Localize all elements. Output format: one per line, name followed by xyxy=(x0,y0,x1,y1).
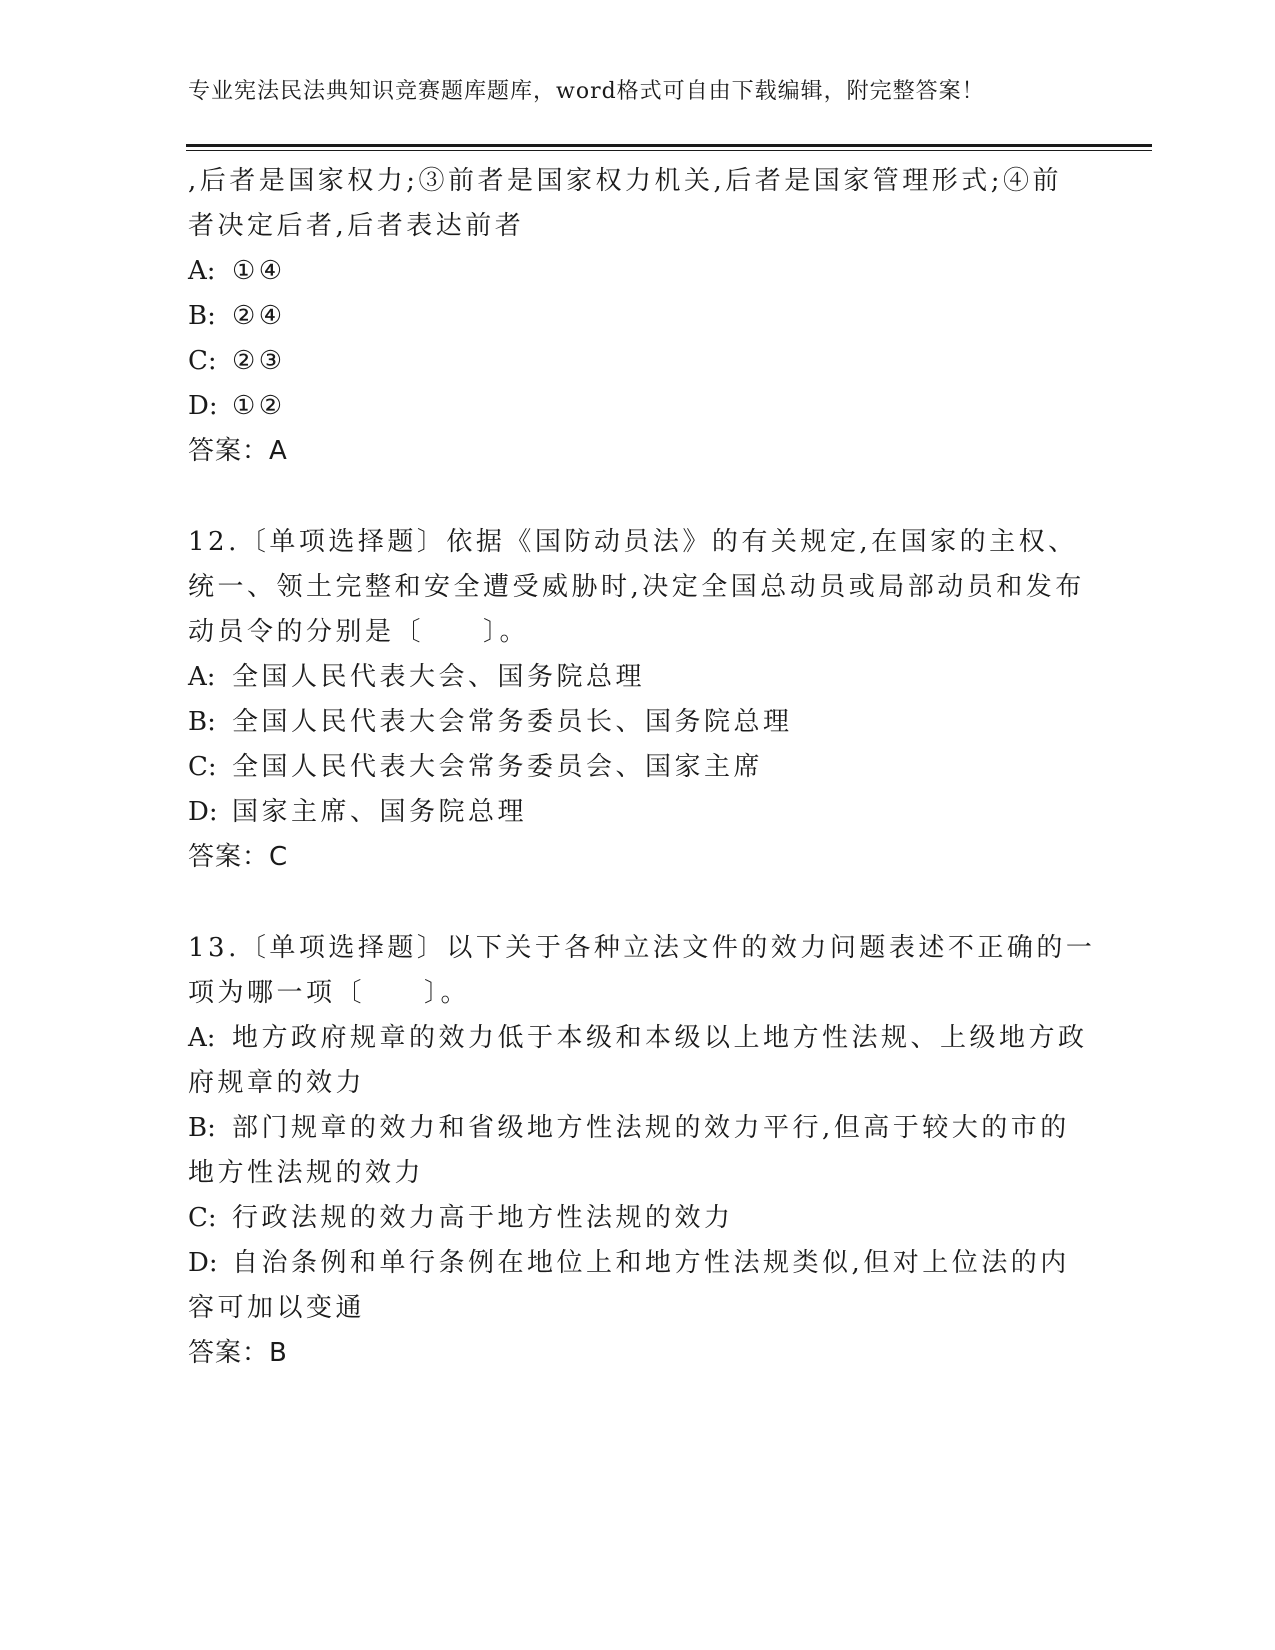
document-body xyxy=(188,159,1096,1376)
question-text-line: 13.〔单项选择题〕以下关于各种立法文件的效力问题表述不正确的一 xyxy=(188,933,1096,963)
question-text-line: 者决定后者,后者表达前者 xyxy=(188,211,525,241)
option-d xyxy=(188,384,1088,429)
option-text: 行政法规的效力高于地方性法规的效力 xyxy=(232,1203,734,1233)
option-b xyxy=(188,700,1088,745)
option-text: ②③ xyxy=(232,346,286,376)
option-text: ①② xyxy=(232,391,286,421)
question-text-line: 12.〔单项选择题〕依据《国防动员法》的有关规定,在国家的主权、 xyxy=(188,527,1078,557)
option-d-continued: 容可加以变通 xyxy=(188,1293,366,1323)
answer-line: 答案：C xyxy=(188,842,289,872)
option-letter: D: xyxy=(188,797,218,827)
option-a xyxy=(188,655,1088,700)
answer-line: 答案：B xyxy=(188,1338,288,1368)
option-b xyxy=(188,1106,1088,1151)
page-header: 专业宪法民法典知识竞赛题库题库，word格式可自由下载编辑，附完整答案！ xyxy=(188,79,985,104)
option-text: ②④ xyxy=(232,301,286,331)
option-letter: A: xyxy=(188,1023,216,1053)
option-text: 全国人民代表大会常务委员长、国务院总理 xyxy=(232,707,793,737)
option-letter: C: xyxy=(188,1203,217,1233)
option-letter: D: xyxy=(188,1248,218,1278)
option-letter: B: xyxy=(188,301,216,331)
option-a xyxy=(188,249,1088,294)
spacer xyxy=(188,474,1088,520)
option-c xyxy=(188,1196,1088,1241)
option-letter: B: xyxy=(188,707,216,737)
option-text: 地方政府规章的效力低于本级和本级以上地方性法规、上级地方政 xyxy=(232,1023,1088,1053)
option-text: 全国人民代表大会、国务院总理 xyxy=(232,662,646,692)
option-c xyxy=(188,339,1088,384)
option-a xyxy=(188,1016,1088,1061)
spacer xyxy=(188,880,1088,926)
question-text-line: 动员令的分别是〔 〕。 xyxy=(188,617,530,647)
option-b-continued: 地方性法规的效力 xyxy=(188,1158,425,1188)
question-text-line: 项为哪一项〔 〕。 xyxy=(188,978,471,1008)
header-rule-thick xyxy=(186,144,1152,147)
question-text-line: 统一、领土完整和安全遭受威胁时,决定全国总动员或局部动员和发布 xyxy=(188,572,1085,602)
option-letter: A: xyxy=(188,662,216,692)
option-a-continued: 府规章的效力 xyxy=(188,1068,366,1098)
option-d xyxy=(188,1241,1088,1286)
option-letter: B: xyxy=(188,1113,216,1143)
option-letter: A: xyxy=(188,256,216,286)
option-letter: D: xyxy=(188,391,218,421)
answer-line: 答案：A xyxy=(188,436,288,466)
option-d xyxy=(188,790,1088,835)
option-text: 国家主席、国务院总理 xyxy=(232,797,528,827)
option-text: 部门规章的效力和省级地方性法规的效力平行,但高于较大的市的 xyxy=(232,1113,1070,1143)
option-text: 全国人民代表大会常务委员会、国家主席 xyxy=(232,752,764,782)
question-continued xyxy=(188,159,1088,474)
option-letter: C: xyxy=(188,346,217,376)
option-letter: C: xyxy=(188,752,217,782)
question-12 xyxy=(188,520,1088,880)
option-text: ①④ xyxy=(232,256,286,286)
question-13 xyxy=(188,926,1096,1376)
option-text: 自治条例和单行条例在地位上和地方性法规类似,但对上位法的内 xyxy=(232,1248,1070,1278)
option-c xyxy=(188,745,1088,790)
question-text-line: ,后者是国家权力;③前者是国家权力机关,后者是国家管理形式;④前 xyxy=(188,166,1063,196)
header-rule-thin xyxy=(186,150,1152,151)
option-b xyxy=(188,294,1088,339)
